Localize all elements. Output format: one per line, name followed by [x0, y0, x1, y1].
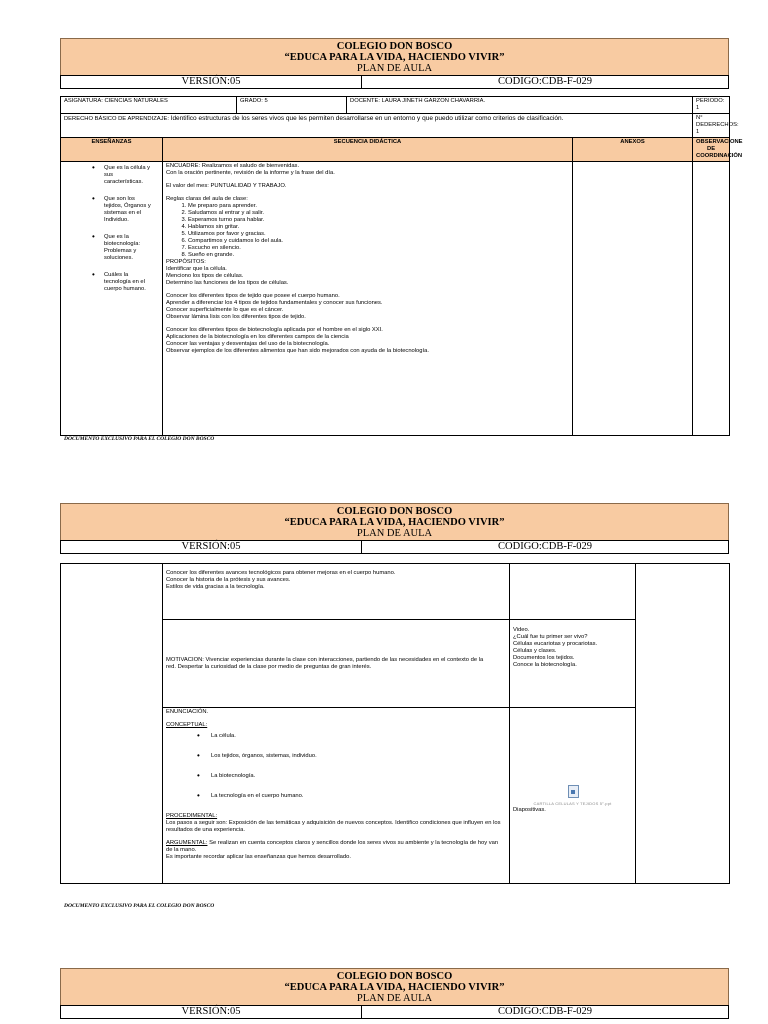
tejidos-line: Aprender a diferenciar los 4 tipos de tejidos fundamentales y conocer sus funciones. — [166, 300, 383, 306]
propositos-title: PROPÓSITOS: — [166, 259, 206, 265]
list-item: • Que es la biotecnología: Problemas y soluciones. — [104, 234, 153, 262]
page2-header — [60, 503, 729, 541]
ppt-file-icon[interactable] — [568, 785, 579, 798]
plan-title: PLAN DE AULA — [356, 993, 433, 1004]
video-line: Documentos los tejidos. — [513, 655, 575, 661]
period-cell: PERIODO: 1 — [693, 97, 730, 114]
observacion-cell — [636, 564, 730, 884]
video-line: Video. — [513, 627, 530, 633]
list-item: 4. Hablamos sin gritar. — [188, 224, 569, 231]
version-label: VERSIÓN:05 — [61, 541, 362, 553]
school-name: COLEGIO DON BOSCO — [336, 41, 453, 52]
presentacion-cell — [510, 708, 636, 884]
plan-table-page1 — [60, 96, 743, 436]
argumental-text: Se realizan en cuenta conceptos claros y sencillos donde los seres vivos su ambiente y la tecnología de hoy van de la mano. — [166, 840, 499, 853]
procedimental-label: PROCEDIMENTAL: — [166, 813, 218, 819]
list-item: 3. Esperamos turno para hablar. — [188, 217, 569, 224]
procedimental-text: Los pasos a seguir son: Exposición de las temáticas y adquisición de nuevos conceptos. Identifico condiciones que influyen en los resultados de una experiencia. — [166, 820, 501, 833]
version-label: VERSIÓN:05 — [61, 76, 362, 88]
enunciacion-title: ENUNCIACIÓN. — [166, 709, 209, 715]
code-label: CODIGO:CDB-F-029 — [498, 1006, 592, 1017]
video-cell — [510, 620, 636, 708]
diapositivas-label: Diapositivas. — [513, 807, 546, 813]
video-line: Células y clases. — [513, 648, 557, 654]
proposito-line: Menciono los tipos de células. — [166, 273, 244, 279]
col-anexos: ANEXOS — [573, 138, 693, 162]
list-item: • Cuáles la tecnología en el cuerpo humano. — [104, 272, 153, 293]
anexos-cell — [573, 162, 693, 436]
school-name: COLEGIO DON BOSCO — [336, 506, 453, 517]
avances-line: Conocer la historia de la prótesis y sus avances. — [166, 577, 291, 583]
biotec-line: Aplicaciones de la biotecnología en los diferentes campos de la ciencia — [166, 334, 349, 340]
grade-cell: GRADO: 5 — [237, 97, 347, 114]
biotec-line: Conocer los diferentes tipos de biotecnología aplicada por el hombre en el siglo XXI. — [166, 327, 383, 333]
school-motto: “EDUCA PARA LA VIDA, HACIENDO VIVIR” — [284, 982, 505, 993]
plan-title: PLAN DE AULA — [356, 528, 433, 539]
reglas-list — [166, 203, 569, 259]
avances-line: Estilos de vida gracias a la tecnología. — [166, 584, 265, 590]
argumental-paragraph — [166, 840, 506, 854]
version-row — [60, 1005, 729, 1019]
video-line: Células eucariotas y procariotas. — [513, 641, 598, 647]
video-line: ¿Cuál fue tu primer ser vivo? — [513, 634, 588, 640]
plan-table-page2 — [60, 563, 730, 884]
version-row — [60, 75, 729, 89]
video-line: Conoce la biotecnología. — [513, 662, 577, 668]
tejidos-line: Conocer superficialmente lo que es el cáncer. — [166, 307, 284, 313]
list-item: 5. Utilizamos por favor y gracias. — [188, 231, 569, 238]
dba-text: Identifico estructuras de los seres vivos que les permiten desarrollarse en un entorno y que puedo utilizar como criterios de clasificación. — [170, 115, 564, 122]
ensenanzas-cell — [61, 564, 163, 884]
col-secuencia: SECUENCIA DIDÁCTICA — [163, 138, 573, 162]
argumental-label: ARGUMENTAL: — [166, 840, 208, 846]
info-row — [61, 97, 730, 114]
list-item: 2. Saludamos al entrar y al salir. — [188, 210, 569, 217]
motivacion-text: MOTIVACION: Vivenciar experiencias durante la clase con interacciones, partiendo de las necesidades en el contexto de la red. Despertar la curiosidad de la clase por medio de preguntas de gran interés. — [166, 656, 484, 670]
dba-row — [61, 114, 730, 138]
avances-line: Conocer los diferentes avances tecnológicos para obtener mejoras en el cuerpo humano. — [166, 570, 396, 576]
avances-row — [61, 564, 730, 620]
page2-footer: DOCUMENTO EXCLUSIVO PARA EL COLEGIO DON BOSCO — [64, 903, 215, 909]
enunciacion-cell — [163, 708, 510, 884]
plan-title: PLAN DE AULA — [356, 63, 433, 74]
avances-cell — [163, 564, 510, 620]
school-motto: “EDUCA PARA LA VIDA, HACIENDO VIVIR” — [284, 517, 505, 528]
col-ensenanzas: ENSEÑANZAS — [61, 138, 163, 162]
school-motto: “EDUCA PARA LA VIDA, HACIENDO VIVIR” — [284, 52, 505, 63]
list-item: 6. Compartimos y cuidamos lo del aula. — [188, 238, 569, 245]
motivacion-cell — [163, 620, 510, 708]
page1-footer: DOCUMENTO EXCLUSIVO PARA EL COLEGIO DON BOSCO — [64, 436, 215, 442]
conceptual-list — [166, 733, 506, 800]
dba-cell — [61, 114, 693, 138]
list-item: • La tecnología en el cuerpo humano. — [211, 793, 506, 800]
oracion-text: Con la oración pertinente, revisión de la informe y la frase del día. — [166, 170, 335, 176]
list-item: • Que son los tejidos, Órganos y sistemas en el Individuo. — [104, 196, 153, 224]
code-label: CODIGO:CDB-F-029 — [498, 541, 592, 552]
version-row — [60, 540, 729, 554]
tejidos-line: Conocer los diferentes tipos de tejido que posee el cuerpo humano. — [166, 293, 340, 299]
content-row — [61, 162, 730, 436]
valor-text: El valor del mes: PUNTUALIDAD Y TRABAJO. — [166, 183, 287, 189]
proposito-line: Determino las funciones de los tipos de células. — [166, 280, 289, 286]
version-label: VERSIÓN:05 — [61, 1006, 362, 1018]
encuadre-text: ENCUADRE: Realizamos el saludo de bienvenidas. — [166, 163, 300, 169]
ensenanzas-cell — [61, 162, 163, 436]
code-label: CODIGO:CDB-F-029 — [498, 76, 592, 87]
teacher-cell: DOCENTE: LAURA JINETH GARZON CHAVARRIA. — [347, 97, 693, 114]
col-observacion: OBSERVACIONE DE COORDINACIÓN — [693, 138, 730, 162]
subject-cell: ASIGNATURA: CIENCIAS NATURALES — [61, 97, 237, 114]
rights-cell: N° DEDERECHOS: 1 — [693, 114, 730, 138]
procedimental-paragraph — [166, 813, 506, 834]
school-name: COLEGIO DON BOSCO — [336, 971, 453, 982]
conceptual-title: CONCEPTUAL: — [166, 722, 208, 728]
anexos-cell — [510, 564, 636, 620]
list-item: 1. Me preparo para aprender. — [188, 203, 569, 210]
dba-label: DERECHO BÁSICO DE APRENDIZAJE: — [64, 116, 170, 122]
list-item: 8. Sueño en grande. — [188, 252, 569, 259]
reglas-title: Reglas claras del aula de clase: — [166, 196, 248, 202]
secuencia-cell — [163, 162, 573, 436]
tejidos-line: Observar lámina lisis con los diferentes tipos de tejido. — [166, 314, 306, 320]
column-header-row — [61, 138, 730, 162]
argumental-text-2: Es importante recordar aplicar las enseñanzas que hemos desarrollado. — [166, 854, 351, 860]
observacion-cell — [693, 162, 730, 436]
list-item: 7. Escucho en silencio. — [188, 245, 569, 252]
list-item: • Los tejidos, órganos, sistemas, individuo. — [211, 753, 506, 760]
list-item: • La biotecnología. — [211, 773, 506, 780]
page1-header — [60, 38, 729, 76]
proposito-line: Identificar que la célula. — [166, 266, 227, 272]
biotec-line: Conocer las ventajas y desventajas del uso de la biotecnología. — [166, 341, 330, 347]
list-item: • La célula. — [211, 733, 506, 740]
biotec-line: Observar ejemplos de los diferentes alimentos que han sido mejorados con ayuda de la biotecnología. — [166, 348, 429, 354]
list-item: • Que es la célula y sus características. — [104, 165, 153, 186]
page3-header — [60, 968, 729, 1006]
ppt-file-name[interactable]: CARTILLA CELULAS Y TEJIDOS 5°.ppt — [533, 801, 612, 806]
